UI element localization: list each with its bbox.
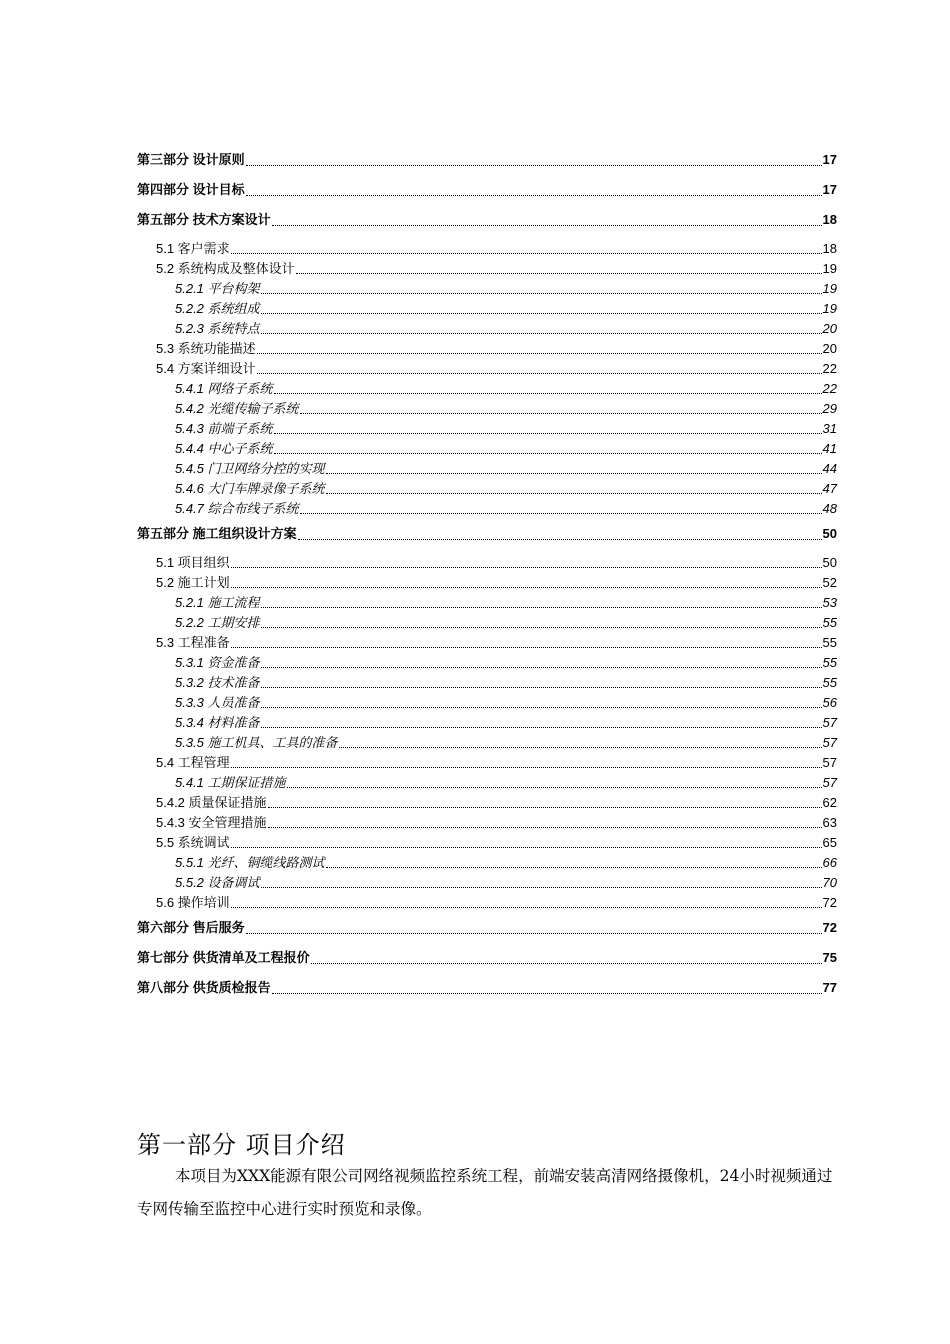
toc-entry-title: 5.5.2 设备调试 [175,875,260,890]
toc-entry-page: 55 [822,615,837,630]
toc-leader-dots [246,194,822,196]
toc-entry-page: 44 [822,461,837,476]
toc-leader-dots [326,492,822,494]
toc-entry[interactable] [137,853,837,873]
toc-entry[interactable] [137,693,837,713]
toc-leader-dots [261,606,822,608]
toc-leader-dots [257,372,822,374]
toc-entry-title: 5.3.3 人员准备 [175,695,260,710]
toc-entry[interactable] [137,713,837,733]
toc-entry[interactable] [137,175,837,205]
toc-entry[interactable] [137,593,837,613]
toc-leader-dots [326,472,822,474]
toc-entry-page: 52 [822,575,837,590]
toc-leader-dots [231,846,822,848]
toc-entry[interactable] [137,279,837,299]
toc-leader-dots [261,626,822,628]
toc-entry-page: 17 [822,182,837,197]
toc-entry-title: 5.2.3 系统特点 [175,321,260,336]
toc-entry-page: 63 [822,815,837,830]
toc-entry-title: 第八部分 供货质检报告 [137,980,271,995]
toc-entry-title: 5.4 工程管理 [156,755,230,770]
toc-entry[interactable] [137,459,837,479]
toc-entry-page: 57 [822,755,837,770]
toc-leader-dots [231,906,822,908]
toc-entry-title: 5.4.6 大门车牌录像子系统 [175,481,325,496]
toc-leader-dots [287,786,822,788]
toc-leader-dots [261,292,822,294]
toc-leader-dots [261,312,822,314]
toc-leader-dots [231,252,822,254]
toc-entry-title: 5.1 客户需求 [156,241,230,256]
toc-entry-title: 5.4.7 综合布线子系统 [175,501,299,516]
toc-leader-dots [268,826,822,828]
toc-entry[interactable] [137,553,837,573]
toc-entry[interactable] [137,893,837,913]
toc-entry[interactable] [137,633,837,653]
toc-entry[interactable] [137,973,837,1003]
toc-entry-page: 66 [822,855,837,870]
toc-entry-title: 第四部分 设计目标 [137,182,245,197]
toc-entry[interactable] [137,873,837,893]
toc-entry-page: 19 [822,301,837,316]
toc-leader-dots [326,866,822,868]
toc-entry-title: 第五部分 施工组织设计方案 [137,526,297,541]
toc-entry[interactable] [137,753,837,773]
toc-entry-page: 70 [822,875,837,890]
toc-entry-title: 5.4.4 中心子系统 [175,441,273,456]
toc-leader-dots [261,706,822,708]
toc-entry-title: 5.4.5 门卫网络分控的实现 [175,461,325,476]
toc-entry[interactable] [137,773,837,793]
toc-entry[interactable] [137,653,837,673]
toc-entry-page: 50 [822,555,837,570]
toc-entry-title: 第七部分 供货清单及工程报价 [137,950,310,965]
toc-entry-title: 5.6 操作培训 [156,895,230,910]
toc-entry-page: 55 [822,675,837,690]
toc-entry-page: 72 [822,895,837,910]
toc-entry-title: 5.2 系统构成及整体设计 [156,261,295,276]
table-of-contents [137,145,837,1003]
toc-entry-title: 5.3.5 施工机具、工具的准备 [175,735,338,750]
toc-entry-page: 19 [822,281,837,296]
toc-entry-page: 55 [822,655,837,670]
toc-entry-title: 第五部分 技术方案设计 [137,212,271,227]
toc-leader-dots [231,766,822,768]
toc-leader-dots [296,272,822,274]
toc-entry-page: 55 [822,635,837,650]
toc-entry[interactable] [137,239,837,259]
toc-leader-dots [246,932,822,934]
toc-leader-dots [274,392,822,394]
toc-entry-title: 5.2 施工计划 [156,575,230,590]
toc-entry-page: 31 [822,421,837,436]
toc-entry-page: 19 [822,261,837,276]
toc-entry[interactable] [137,145,837,175]
toc-leader-dots [246,164,822,166]
toc-leader-dots [261,332,822,334]
toc-entry-title: 5.4.2 光缆传输子系统 [175,401,299,416]
toc-leader-dots [261,666,822,668]
toc-entry[interactable] [137,439,837,459]
toc-entry-page: 20 [822,321,837,336]
toc-entry-title: 5.2.1 施工流程 [175,595,260,610]
toc-entry-page: 72 [822,920,837,935]
toc-entry-title: 5.4.3 安全管理措施 [156,815,267,830]
toc-entry[interactable] [137,943,837,973]
toc-entry-title: 5.3.1 资金准备 [175,655,260,670]
toc-entry[interactable] [137,573,837,593]
toc-entry-page: 17 [822,152,837,167]
toc-leader-dots [311,962,822,964]
toc-leader-dots [339,746,822,748]
toc-leader-dots [261,726,822,728]
toc-entry-page: 57 [822,715,837,730]
toc-entry-page: 50 [822,526,837,541]
toc-entry-page: 20 [822,341,837,356]
toc-entry[interactable] [137,833,837,853]
toc-entry[interactable] [137,299,837,319]
toc-entry[interactable] [137,499,837,519]
toc-leader-dots [300,512,822,514]
toc-entry-title: 5.5.1 光纤、铜缆线路测试 [175,855,325,870]
toc-entry-title: 5.4.1 工期保证措施 [175,775,286,790]
toc-entry[interactable] [137,813,837,833]
toc-entry-title: 5.4 方案详细设计 [156,361,256,376]
toc-leader-dots [261,686,822,688]
toc-entry-page: 22 [822,381,837,396]
toc-entry[interactable] [137,339,837,359]
toc-leader-dots [257,352,822,354]
toc-entry[interactable] [137,319,837,339]
toc-entry-page: 18 [822,241,837,256]
toc-leader-dots [231,566,822,568]
toc-entry-page: 75 [822,950,837,965]
toc-entry[interactable] [137,613,837,633]
toc-leader-dots [274,432,822,434]
toc-entry[interactable] [137,205,837,235]
toc-entry-page: 22 [822,361,837,376]
toc-entry-page: 56 [822,695,837,710]
toc-entry-page: 41 [822,441,837,456]
toc-entry-title: 5.4.1 网络子系统 [175,381,273,396]
toc-entry-title: 5.3.2 技术准备 [175,675,260,690]
toc-entry-title: 5.2.2 系统组成 [175,301,260,316]
toc-leader-dots [231,586,822,588]
toc-entry[interactable] [137,519,837,549]
toc-leader-dots [300,412,822,414]
toc-entry[interactable] [137,913,837,943]
toc-entry[interactable] [137,399,837,419]
toc-entry-page: 29 [822,401,837,416]
toc-entry-page: 77 [822,980,837,995]
toc-entry-title: 5.1 项目组织 [156,555,230,570]
toc-entry-page: 62 [822,795,837,810]
toc-leader-dots [268,806,822,808]
toc-entry-title: 5.2.1 平台构架 [175,281,260,296]
intro-paragraph: 本项目为XXX能源有限公司网络视频监控系统工程，前端安装高清网络摄像机，24小时视频通过专网传输至监控中心进行实时预览和录像。 [137,1167,833,1218]
toc-entry-page: 65 [822,835,837,850]
toc-leader-dots [298,538,822,540]
toc-entry-page: 47 [822,481,837,496]
toc-entry[interactable] [137,733,837,753]
toc-entry[interactable] [137,259,837,279]
toc-entry[interactable] [137,793,837,813]
toc-entry-title: 5.3 系统功能描述 [156,341,256,356]
toc-entry-title: 第六部分 售后服务 [137,920,245,935]
toc-leader-dots [261,886,822,888]
toc-entry-page: 18 [822,212,837,227]
toc-entry-title: 5.3 工程准备 [156,635,230,650]
section-heading: 第一部分 项目介绍 [137,1131,346,1159]
toc-entry-page: 48 [822,501,837,516]
toc-leader-dots [231,646,822,648]
toc-entry[interactable] [137,479,837,499]
toc-leader-dots [272,992,822,994]
toc-entry-title: 第三部分 设计原则 [137,152,245,167]
toc-entry-title: 5.4.3 前端子系统 [175,421,273,436]
toc-entry[interactable] [137,419,837,439]
toc-entry[interactable] [137,359,837,379]
toc-entry-title: 5.3.4 材料准备 [175,715,260,730]
toc-entry[interactable] [137,673,837,693]
toc-entry-title: 5.5 系统调试 [156,835,230,850]
toc-entry[interactable] [137,379,837,399]
toc-entry-page: 57 [822,735,837,750]
toc-entry-page: 57 [822,775,837,790]
toc-leader-dots [274,452,822,454]
toc-entry-title: 5.4.2 质量保证措施 [156,795,267,810]
toc-entry-page: 53 [822,595,837,610]
toc-entry-title: 5.2.2 工期安排 [175,615,260,630]
toc-leader-dots [272,224,822,226]
